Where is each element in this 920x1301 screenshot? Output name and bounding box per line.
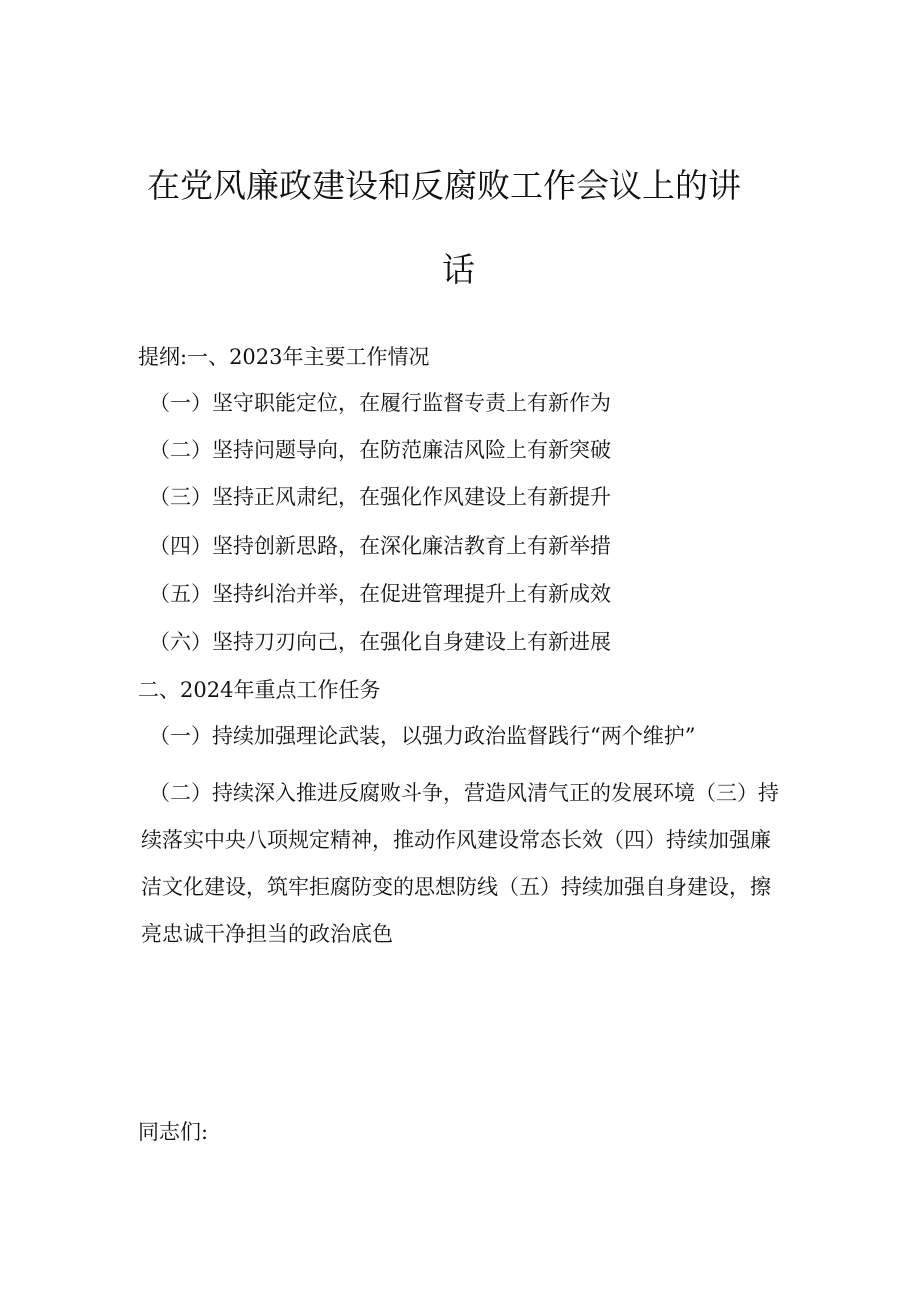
document-title-line-2: 话 [442,250,475,289]
outline-heading: 提纲:一、2023年主要工作情况 [138,345,430,369]
section1-item: （二）坚持问题导向，在防范廉洁风险上有新突破 [149,438,611,462]
section1-item: （四）坚持创新思路，在深化廉洁教育上有新举措 [149,534,611,558]
section1-item: （六）坚持刀刃向己，在强化自身建设上有新进展 [149,630,611,654]
section1-item: （五）坚持纠治并举，在促进管理提升上有新成效 [149,582,611,606]
section2-item: （一）持续加强理论武装，以强力政治监督践行“两个维护” [149,724,696,748]
salutation: 同志们: [138,1120,209,1144]
section2-paragraph: （二）持续深入推进反腐败斗争，营造风清气正的发展环境（三）持续落实中央八项规定精神，推动作风建设常态长效（四）持续加强廉洁文化建设，筑牢拒腐防变的思想防线（五）持续加强自身建设，擦亮忠诚干净担当的政治底色 [141,781,779,946]
section1-item: （三）坚持正风肃纪，在强化作风建设上有新提升 [149,485,611,509]
section2-heading: 二、2024年重点工作任务 [138,678,381,702]
document-title-line-1: 在党风廉政建设和反腐败工作会议上的讲 [147,166,741,205]
section1-item: （一）坚守职能定位，在履行监督专责上有新作为 [149,391,611,415]
